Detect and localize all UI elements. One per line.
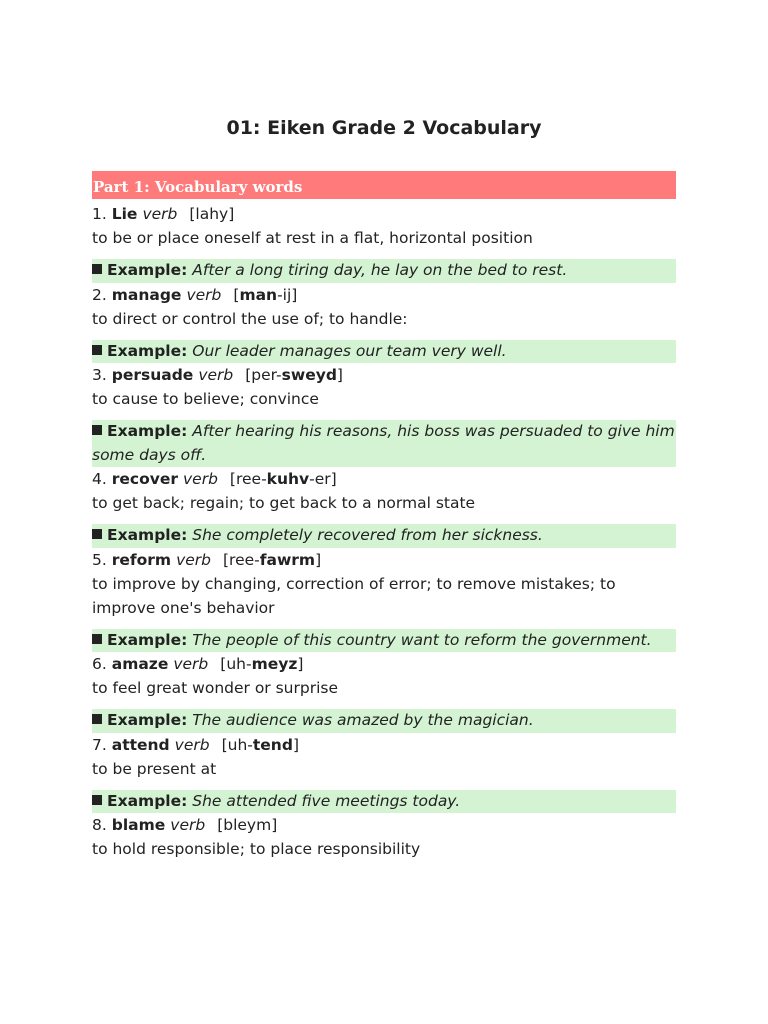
entry-definition: to cause to believe; convince	[92, 390, 319, 408]
entry-definition: to get back; regain; to get back to a normal state	[92, 494, 476, 512]
entry-pronunciation	[223, 551, 321, 569]
pronunciation-segment: [lahy]	[189, 205, 235, 223]
entry-headline	[92, 202, 676, 226]
part-header: Part 1: Vocabulary words	[92, 171, 676, 199]
vocab-entry	[92, 652, 676, 733]
pronunciation-segment: [uh-	[221, 735, 253, 754]
entry-part-of-speech: verb	[170, 816, 206, 834]
entry-example	[92, 259, 676, 283]
entry-number: 7.	[92, 735, 107, 754]
vocabulary-list	[92, 202, 676, 861]
pronunciation-stress: sweyd	[281, 366, 337, 384]
entry-part-of-speech: verb	[142, 205, 178, 223]
square-bullet-icon	[92, 634, 102, 644]
pronunciation-segment: -er]	[309, 470, 337, 488]
square-bullet-icon	[92, 425, 102, 435]
example-sentence: The audience was amazed by the magician.	[192, 711, 534, 729]
entry-number: 1.	[92, 205, 107, 223]
entry-pronunciation	[245, 366, 343, 384]
entry-number: 2.	[92, 285, 107, 304]
vocab-entry	[92, 363, 676, 467]
example-label: Example:	[107, 422, 188, 440]
entry-pronunciation	[222, 736, 299, 754]
pronunciation-segment: ]	[336, 366, 343, 384]
square-bullet-icon	[92, 264, 102, 274]
square-bullet-icon	[92, 714, 102, 724]
entry-number: 3.	[92, 366, 107, 384]
pronunciation-segment: ]	[292, 735, 299, 754]
entry-pronunciation	[220, 655, 303, 673]
entry-definition: to hold responsible; to place responsibility	[92, 840, 421, 858]
example-label: Example:	[107, 630, 188, 649]
entry-part-of-speech: verb	[186, 285, 222, 304]
vocab-entry	[92, 548, 676, 653]
example-sentence: She attended five meetings today.	[192, 791, 461, 810]
entry-part-of-speech: verb	[176, 550, 211, 569]
pronunciation-segment: [ree-	[223, 550, 260, 569]
entry-number: 5.	[92, 550, 107, 569]
example-label: Example:	[107, 526, 188, 544]
entry-headline	[92, 813, 676, 837]
entry-definition: to feel great wonder or surprise	[92, 679, 339, 697]
example-sentence: After a long tiring day, he lay on the bed to rest.	[192, 261, 568, 279]
entry-word: blame	[111, 816, 166, 834]
entry-definition: to be present at	[92, 759, 217, 778]
entry-part-of-speech: verb	[198, 366, 234, 384]
square-bullet-icon	[92, 529, 102, 539]
entry-word: Lie	[111, 205, 138, 223]
square-bullet-icon	[92, 795, 102, 805]
entry-pronunciation	[217, 816, 277, 834]
pronunciation-segment: ]	[297, 655, 304, 673]
entry-example	[92, 629, 676, 653]
pronunciation-segment: [uh-	[220, 655, 252, 673]
vocab-entry	[92, 467, 676, 548]
entry-word: attend	[111, 735, 170, 754]
entry-pronunciation	[230, 470, 337, 488]
entry-pronunciation	[189, 205, 234, 223]
entry-part-of-speech: verb	[183, 470, 218, 488]
example-label: Example:	[107, 261, 188, 279]
vocab-entry	[92, 813, 676, 861]
example-sentence: The people of this country want to reform the government.	[192, 630, 652, 649]
entry-word: amaze	[111, 655, 169, 673]
entry-part-of-speech: verb	[173, 655, 209, 673]
entry-number: 8.	[92, 816, 107, 834]
entry-headline	[92, 283, 676, 307]
vocab-entry	[92, 283, 676, 364]
entry-pronunciation	[233, 286, 297, 304]
example-sentence: She completely recovered from her sickness.	[192, 526, 543, 544]
entry-example	[92, 340, 676, 364]
entry-word: recover	[111, 470, 178, 488]
pronunciation-stress: meyz	[251, 655, 298, 673]
entry-word: persuade	[111, 366, 194, 384]
pronunciation-stress: kuhv	[266, 470, 310, 488]
entry-example	[92, 790, 676, 814]
pronunciation-stress: man	[239, 285, 278, 304]
entry-headline	[92, 363, 676, 387]
example-label: Example:	[107, 791, 188, 810]
vocabulary-content	[92, 171, 676, 870]
entry-number: 6.	[92, 655, 107, 673]
entry-word: manage	[111, 285, 182, 304]
pronunciation-segment: [ree-	[229, 470, 267, 488]
vocab-entry	[92, 202, 676, 283]
entry-definition: to be or place oneself at rest in a flat, horizontal position	[92, 229, 533, 247]
example-sentence: Our leader manages our team very well.	[192, 341, 507, 360]
entry-example	[92, 420, 676, 467]
example-label: Example:	[107, 711, 188, 729]
square-bullet-icon	[92, 345, 102, 355]
entry-headline	[92, 733, 676, 757]
entry-word: reform	[111, 550, 172, 569]
example-sentence: After hearing his reasons, his boss was persuaded to give him some days off.	[92, 422, 675, 464]
pronunciation-segment: [bleym]	[217, 816, 278, 834]
vocab-entry	[92, 733, 676, 814]
page-title: 01: Eiken Grade 2 Vocabulary	[226, 117, 542, 139]
entry-definition: to direct or control the use of; to handle:	[92, 309, 408, 328]
entry-number: 4.	[92, 470, 107, 488]
entry-headline	[92, 548, 676, 572]
entry-definition: to improve by changing, correction of error; to remove mistakes; to improve one's behavior	[92, 574, 616, 617]
entry-part-of-speech: verb	[174, 735, 210, 754]
entry-example	[92, 709, 676, 733]
example-label: Example:	[107, 341, 188, 360]
entry-example	[92, 524, 676, 548]
pronunciation-stress: tend	[252, 735, 293, 754]
pronunciation-segment: [per-	[245, 366, 282, 384]
entry-headline	[92, 652, 676, 676]
pronunciation-stress: fawrm	[259, 550, 316, 569]
pronunciation-segment: -ij]	[277, 285, 298, 304]
pronunciation-segment: ]	[315, 550, 322, 569]
entry-headline	[92, 467, 676, 491]
pronunciation-segment: [	[233, 285, 240, 304]
